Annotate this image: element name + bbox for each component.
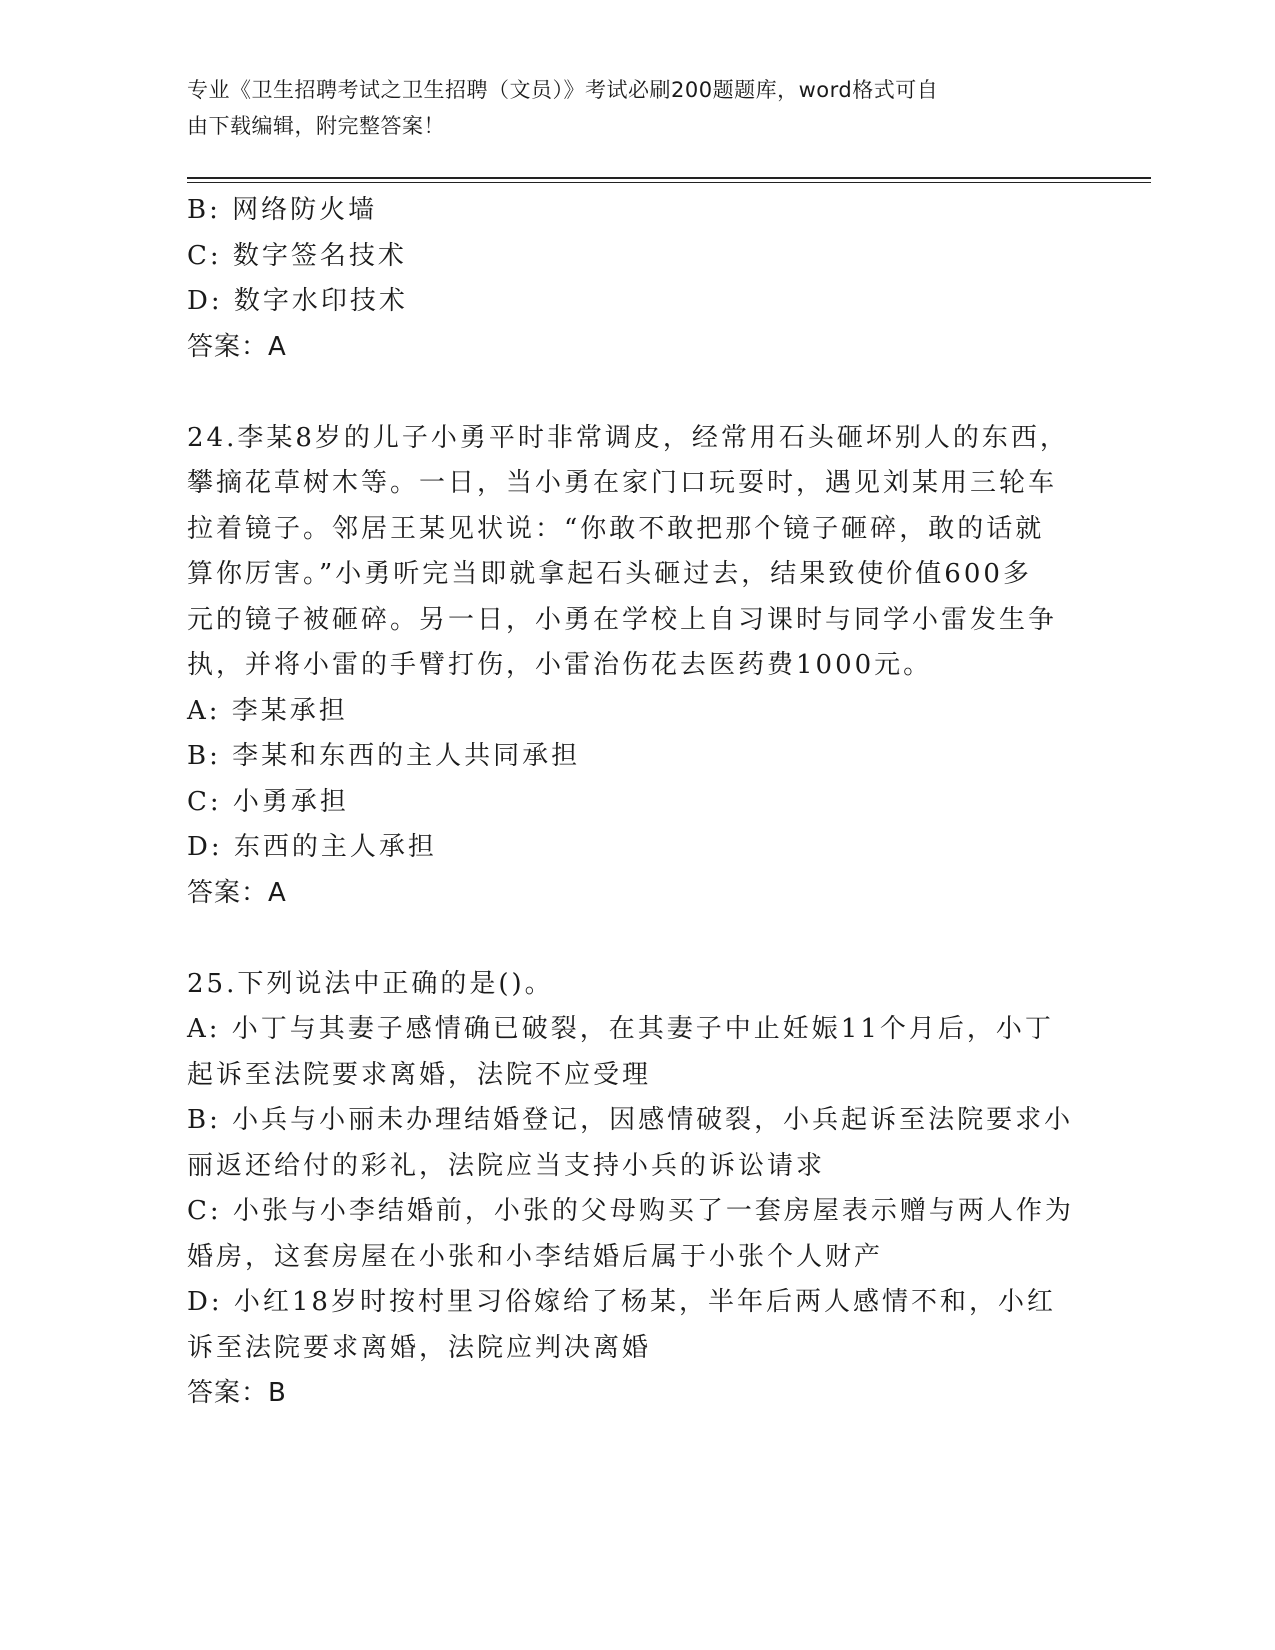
stem-line: 攀摘花草树木等。一日，当小勇在家门口玩耍时，遇见刘某用三轮车 bbox=[187, 468, 1058, 498]
question-25 bbox=[187, 962, 1087, 1417]
question-25-answer: 答案：B bbox=[187, 1378, 287, 1408]
question-24-options bbox=[187, 689, 1087, 871]
header-line-2: 由下载编辑，附完整答案！ bbox=[187, 114, 445, 138]
question-25-options bbox=[187, 1007, 1087, 1371]
option-d: D: 东西的主人承担 bbox=[187, 832, 437, 862]
prev-question-options bbox=[187, 188, 1087, 325]
stem-line: 执，并将小雷的手臂打伤，小雷治伤花去医药费1000元。 bbox=[187, 650, 933, 680]
option-a: A: 李某承担 bbox=[187, 695, 348, 726]
question-24-stem bbox=[187, 416, 1087, 689]
option-c-line: 婚房，这套房屋在小张和小李结婚后属于小张个人财产 bbox=[187, 1241, 884, 1272]
option-a-line: 起诉至法院要求离婚，法院不应受理 bbox=[187, 1059, 652, 1090]
option-c-line: C: 小张与小李结婚前，小张的父母购买了一套房屋表示赠与两人作为 bbox=[187, 1196, 1074, 1226]
stem-line: 元的镜子被砸碎。另一日，小勇在学校上自习课时与同学小雷发生争 bbox=[187, 604, 1058, 635]
option-c: C: 数字签名技术 bbox=[187, 240, 407, 271]
document-body bbox=[187, 188, 1087, 1417]
stem-line: 24.李某8岁的儿子小勇平时非常调皮，经常用石头砸坏别人的东西， bbox=[187, 422, 1069, 453]
spacer bbox=[187, 916, 1087, 962]
option-d: D: 数字水印技术 bbox=[187, 286, 408, 316]
question-25-stem: 25.下列说法中正确的是()。 bbox=[187, 968, 554, 999]
option-d-line: D: 小红18岁时按村里习俗嫁给了杨某，半年后两人感情不和，小红 bbox=[187, 1287, 1056, 1317]
option-b-line: 丽返还给付的彩礼，法院应当支持小兵的诉讼请求 bbox=[187, 1150, 826, 1181]
question-24-answer: 答案：A bbox=[187, 877, 287, 908]
option-b: B: 网络防火墙 bbox=[187, 195, 378, 225]
header-line-1: 专业《卫生招聘考试之卫生招聘（文员）》考试必刷200题题库，word格式可自 bbox=[187, 78, 939, 102]
option-d-line: 诉至法院要求离婚，法院应判决离婚 bbox=[187, 1332, 652, 1363]
stem-line: 算你厉害。”小勇听完当即就拿起石头砸过去，结果致使价值600多 bbox=[187, 559, 1032, 589]
header-rule-thick bbox=[187, 177, 1151, 179]
spacer bbox=[187, 370, 1087, 416]
option-a-line: A: 小丁与其妻子感情确已破裂，在其妻子中止妊娠11个月后，小丁 bbox=[187, 1014, 1054, 1044]
option-b: B: 李某和东西的主人共同承担 bbox=[187, 741, 581, 771]
question-24 bbox=[187, 416, 1087, 917]
header-rule-thin bbox=[187, 182, 1151, 183]
option-b-line: B: 小兵与小丽未办理结婚登记，因感情破裂，小兵起诉至法院要求小 bbox=[187, 1105, 1074, 1135]
stem-line: 拉着镜子。邻居王某见状说：“你敢不敢把那个镜子砸碎，敢的话就 bbox=[187, 513, 1045, 544]
prev-question-answer: 答案：A bbox=[187, 331, 287, 362]
option-c: C: 小勇承担 bbox=[187, 786, 349, 817]
document-header bbox=[187, 72, 1067, 144]
